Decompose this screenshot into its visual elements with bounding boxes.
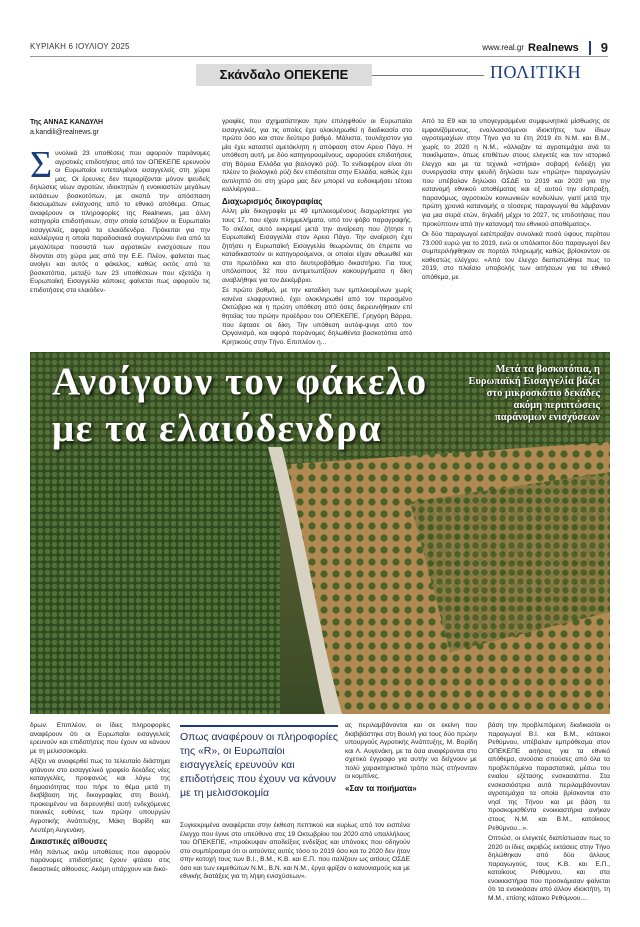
paragraph: Συγκεκριμένα αναφέρεται στην έκθεση πεπτικού και κυρίως από τον εισπένα έλεγχο που έγινε στο υπεύθυνο στις 19 Οκτωβρίου του 2020 από υπαλλήλους του ΟΠΕΚΕΠΕ, «προέκυψαν αποδείξεις ενδείξεις και υπόνοιες που οδηγούν στο συμπέρασμα ότι οι αιτούντες αυτές τόσο το 2019 όσο και το 2020 δεν ήταν στην κατοχή τους των Β.Ι., Β.Μ., Κ.Β. και Ε.Π. που ιταλίζουν ως αιτίους ΟΣΔΕ όσο και των εκμεθώτων Ν.Μ., Β.Ν. και Ν.Μ., έργα φρίξαν ο κανονισμούς και με εθνικής διατάξεις για τη λήψη ενισχύσεων». bbox=[180, 822, 410, 881]
section-title: ΠΟΛΙΤΙΚΗ bbox=[490, 62, 582, 82]
subheading: Διαχωρισμός δικογραφίας bbox=[222, 196, 323, 206]
paragraph: βάση την προβλεπόμενη διαδικασία οι παραγωγοί Β.Ι. και Β.Μ., κάτοικοι Ρεθύμνου, υπέβαλαν εμπρόθεσμα στον ΟΠΕΚΕΠΕ αιτήσεις για τα εθνικό απόθεμα, ανούσια σπούσες από όλα τα προβλεπόμενα παραστατικά, μέσω του ενιαίου εξέτασης ενσκασιάττια. Στα ενσκασιόστρια αυτά περιλαμβάνονταν αγροτεμάχια τα οποία βρίσκονται στο νησί της Τήνου και με βάση τα προσκομισθέντα ενοικιαστήρια ανήκαν στους Ν.Μ. και Β.Μ., κατοίκους Ρεθύμνου...». bbox=[488, 722, 610, 832]
subheadline: Μετά τα βοσκοτόπια, η Ευρωπαϊκή Εισαγγελία βάζει στο μικροσκόπιο δεκάδες ακόμη περιπτώσεις παράνομων ενισχύσεων bbox=[468, 364, 600, 423]
column-1 bbox=[30, 150, 210, 346]
column-2 bbox=[222, 118, 412, 346]
column-3 bbox=[422, 118, 610, 346]
section-rule bbox=[372, 75, 484, 76]
brand-logo: Realnews bbox=[528, 41, 579, 54]
paragraph: γραφίες που σχηματίστηκαν πριν επιληφθούν οι Ευρωπαίοι εισαγγελείς, για τις οποίες έχει ολοκληρωθεί η διαδικασία στο πρώτο όσο και στον δεύτερο βαθμό. Μάλιστα, τουλάχιστον για μία έχει καταστεί αμετάκλητη η απόφαση στον Αρειο Πάγο. Η υπόθεση αυτή, με δύο κατηγορουμένους, αφορούσε επιδοτήσεις στη Βόρεια Ελλάδα για βιολογικό ρύζι. Το ενδιαφέρον είναι ότι πλέον το βιολογικό ρύζι δεν επιδοτείται στην Ελλάδα, καθώς έχει αντιληπτό ότι στη χώρα μας δεν μπορεί να ευδοκιμήσει τέτοια καλλιέργεια... bbox=[222, 118, 412, 194]
kicker-label: Σκάνδαλο ΟΠΕΚΕΠΕ bbox=[196, 64, 372, 86]
paragraph: υνολικά 23 υποθέσεις που αφορούν παράνομες αγροτικές επιδοτήσεις από τον ΟΠΕΚΕΠΕ ερευνούν οι Ευρωπαίοι εντεταλμένοι εισαγγελείς στη χώρα μας. Οι έρευνες δεν περιορίζονται μόνον ψευδείς δηλώσεις νέων αγροτών, ιδιοκτητών ή ενοικιαστών μεγάλων εκτάσεων βοσκοτόπων, με σκοπό την απόσπαση διασωμάτων ενίσχυσης από το εθνικό απόθεμα. Οπως αναφέρουν οι πληροφορίες της Realnews, μια άλλη κατηγορία επιδοτήσεων, στην οποία εστιάζουν οι Ευρωπαίοι εισαγγελείς, αφορά τα ελαιόδενδρα. Πρόκειται για την καλλιέργεια η οποία παραδοσιακά συγκεντρώνει ένα από τα μεγαλύτερα ποσοστά των αγροτικών ενισχύσεων που δίνονται στη χώρα μας από την Ε.Ε. Πλέον, φαίνεται πως ανοίγει και αυτός ο φάκελος, καθώς εκτός από τα βοσκοτόπια, μεταξύ των 23 υποθέσεων που εξετάζει η Ευρωπαϊκή Εισαγγελία κάποιες φαίνεται πως αφορούν τις επιδοτήσεις στα ελαιόδεν- bbox=[30, 150, 210, 294]
drop-cap: Σ bbox=[30, 150, 53, 186]
subheading: Δικαστικές αίθουσες bbox=[30, 837, 108, 847]
subheading: «Σαν τα ποιήματα» bbox=[345, 783, 417, 793]
byline bbox=[30, 118, 103, 138]
issue-date: ΚΥΡΙΑΚΗ 6 ΙΟΥΛΙΟΥ 2025 bbox=[30, 42, 130, 51]
author-name: Της ΑΝΝΑΣ ΚΑΝΔΥΛΗ bbox=[30, 119, 104, 126]
paragraph: Οι δύο παραγωγοί εισέπραξαν συνολικά ποσό ύψους περίπου 73.000 ευρώ για το 2019, ενώ οι υπόλοιποι δύο παραγωγοί δεν συμπεριλήφθηκαν σε πορτάλ πληρωμής καθώς βρίσκονταν σε καθεστώς ελέγχου. «Από τον έλεγχο διαπιστώθηκε πως το 2019, στο πλαίσιο υποβολής των αιτήσεων για τα εθνικό απόθεμα, με bbox=[422, 231, 610, 281]
site-url: www.real.gr bbox=[482, 43, 525, 52]
column-2-lower bbox=[345, 722, 477, 818]
masthead bbox=[482, 40, 608, 55]
column-2-lower-continued bbox=[180, 822, 410, 922]
page-number: 9 bbox=[600, 40, 608, 55]
column-3-lower bbox=[488, 722, 610, 922]
paragraph: Ηδη πάντως ακόμ υποθέσεις που αφορούν παράνομες επιδοτήσεις έχουν φτάσει στις δικαστικές αίθουσες. Ακόμη υπάρχουν και δικο- bbox=[30, 848, 170, 873]
header-rule bbox=[30, 56, 608, 57]
headline bbox=[52, 358, 428, 452]
headline-line-1: Ανοίγουν τον φάκελο bbox=[52, 360, 428, 403]
pullquote: Οπως αναφέρουν οι πληροφορίες της «R», οι Ευρωπαίοι εισαγγελείς ερευνούν και επιδοτήσεις που έχουν να κάνουν με τη μελισσοκομία bbox=[180, 731, 338, 799]
divider bbox=[589, 41, 591, 55]
paragraph: Σε πρώτο βαθμό, με την καταδίκη των εμπλεκομένων χωρίς κανένα ελαφρυντικό, έχει ολοκληρωθεί από τον περασμένο Οκτώβριο και η πρώτη υπόθεση από όσες διερευνήθηκαν επί θητείας του πρώην προέδρου του ΟΠΕΚΕΠΕ, Γρηγόρη Βάρρα, που έφτασε σε δίκη. Την υπόθεση αυτόφ-ψυγε από τον Οργανισμό, και αφορά παράνομες δηλωθέντα βοσκοτόπια από Κρητικούς στην Τήνο. Επιπλέον η... bbox=[222, 287, 412, 346]
paragraph: Οπτιώσ, οι ελεγκτές διαπίστωσαν πως το 2020 οι ίδιες ακριβώς εκτάσεις στην Τήνο δηλώθηκαν από δύο άλλους παραγωγούς, τους Κ.Β. και Ε.Π., κατοίκους Ρεθύμνου, και στα ενοικιαστήρια που προσκόμισαν φαίνεται ότι τα ενοικιάσαν από άλλον ιδιοκτήτη, τη Μ.Μ., επίσης κάτοικο Ρεθύμνου.... bbox=[488, 835, 610, 902]
paragraph: δρων. Επιπλέον, οι ίδιες πληροφορίες αναφέρουν ότι οι Ευρωπαίοι εισαγγελείς ερευνούν και επιδοτήσεις που έχουν να κάνουν με τη μελισσοκομία. bbox=[30, 722, 170, 755]
paragraph: Από τα Ε9 και τα υπογεγραμμένα συμφωνητικά μίσθωσης σε εμφανίζόμενους, εναλλασσόμενοι ιδιοκτήτες των ίδιων αγροτεμαχίων στην Τήνο για τα έτη 2019 έτι Ν.Μ. και Β.Μ., χωρίς το 2020 η Ν.Μ., «άλλαζαν τα αγροτεμάχια ανά τα ποικίλματα», όπως επιθέτων στους ελεγκτές και τον ιστορικό έλεγχο και με τα τεχνικά «στήρια» σοβαρή ένδειξη για συνεργασία στην ψευδή δηλώσει των «πρώην» παραγωγών που υπέβαλαν δηλώσει ΟΣΔΕ το 2019 και 2020 για την κατανομή εθνικού αποθέματος και εξ αυτού την είσπραξη, παρανόμως, αγροτικών κοινωνικών κονδυλίων, γιατί μετά την πρώτη χρονιά κατανομής ο τέοσερις παραγωγοί θα λάμβαναν για μια σειρά ετών, δηλαδή μέχρι το 2027, τις επιδοτήσεις που προκύπτουν από την κατανομή του εθνικού αποθέματος». bbox=[422, 118, 610, 228]
paragraph: ας περιλαμβάνονται και σε εκείνη που διαβιβάστηκε στη Βουλή για τους δύο πρώην υπουργούς Αγροτικής Ανάπτυξης, Μ. Βορίδη και Λ. Αυγενάκη, με τα όσα αναφέρονται στο σχετικό έγγραφο για αυτήν να δείχνουν με πολύ χαρακτηριστικό τρόπο πώς στήνονταν οι κομπίνες. bbox=[345, 722, 477, 781]
paragraph: Αξίζει να αναφερθεί πως το τελευταίο διάστημα φτάνουν στο εισαγγελικό γραφείο δεκάδες νέες καταγγελίες, προφανώς και λόγω της δημοσιότητας που πήρε το θέμα μετά τη διαβίβαση της δικογραφίας στη Βουλή, προκειμένου να διερευνηθεί αυτή ενδεχόμενες ποινικές ευθύνες των πρώην υπουργών Αγροτικής Ανάπτυξης, Μάκη Βορίδη και Λευτέρη Αυγενάκη. bbox=[30, 758, 170, 834]
column-1-lower bbox=[30, 722, 170, 922]
author-email: a.kandili@realnews.gr bbox=[30, 129, 99, 136]
headline-line-2: με τα ελαιόδενδρα bbox=[52, 407, 382, 450]
paragraph: Αλλη μία δικογραφία με 49 εμπλεκομένους διαχωρίστηκε για τους 17, που είχαν πλημμελήματα, υπό τον φόβο παραγραφής. Το σκέλος αυτό εκκρεμεί μετά την αναίρεση που ζήτησε η Ευρωπαϊκή Εισαγγελία στον Αρειο Πάγο. Την αναίρεση έχει ζητήσει η Ευρωπαϊκή Εισαγγελία θεωρώντας ότι έπρεπε να καταδικαστούν οι κατηγορούμενοι, οι οποίοι είχαν αθωωθεί και στο πρωτόδικο και στο δευτεροβάθμιο δικαστήριο. Για τους υπόλοιπους 32 που αντιμετωπίζουν κακουργήματα η δίκη αναβλήθηκε για τον Δεκέμβριο. bbox=[222, 208, 412, 284]
pullquote-rule bbox=[180, 725, 338, 727]
